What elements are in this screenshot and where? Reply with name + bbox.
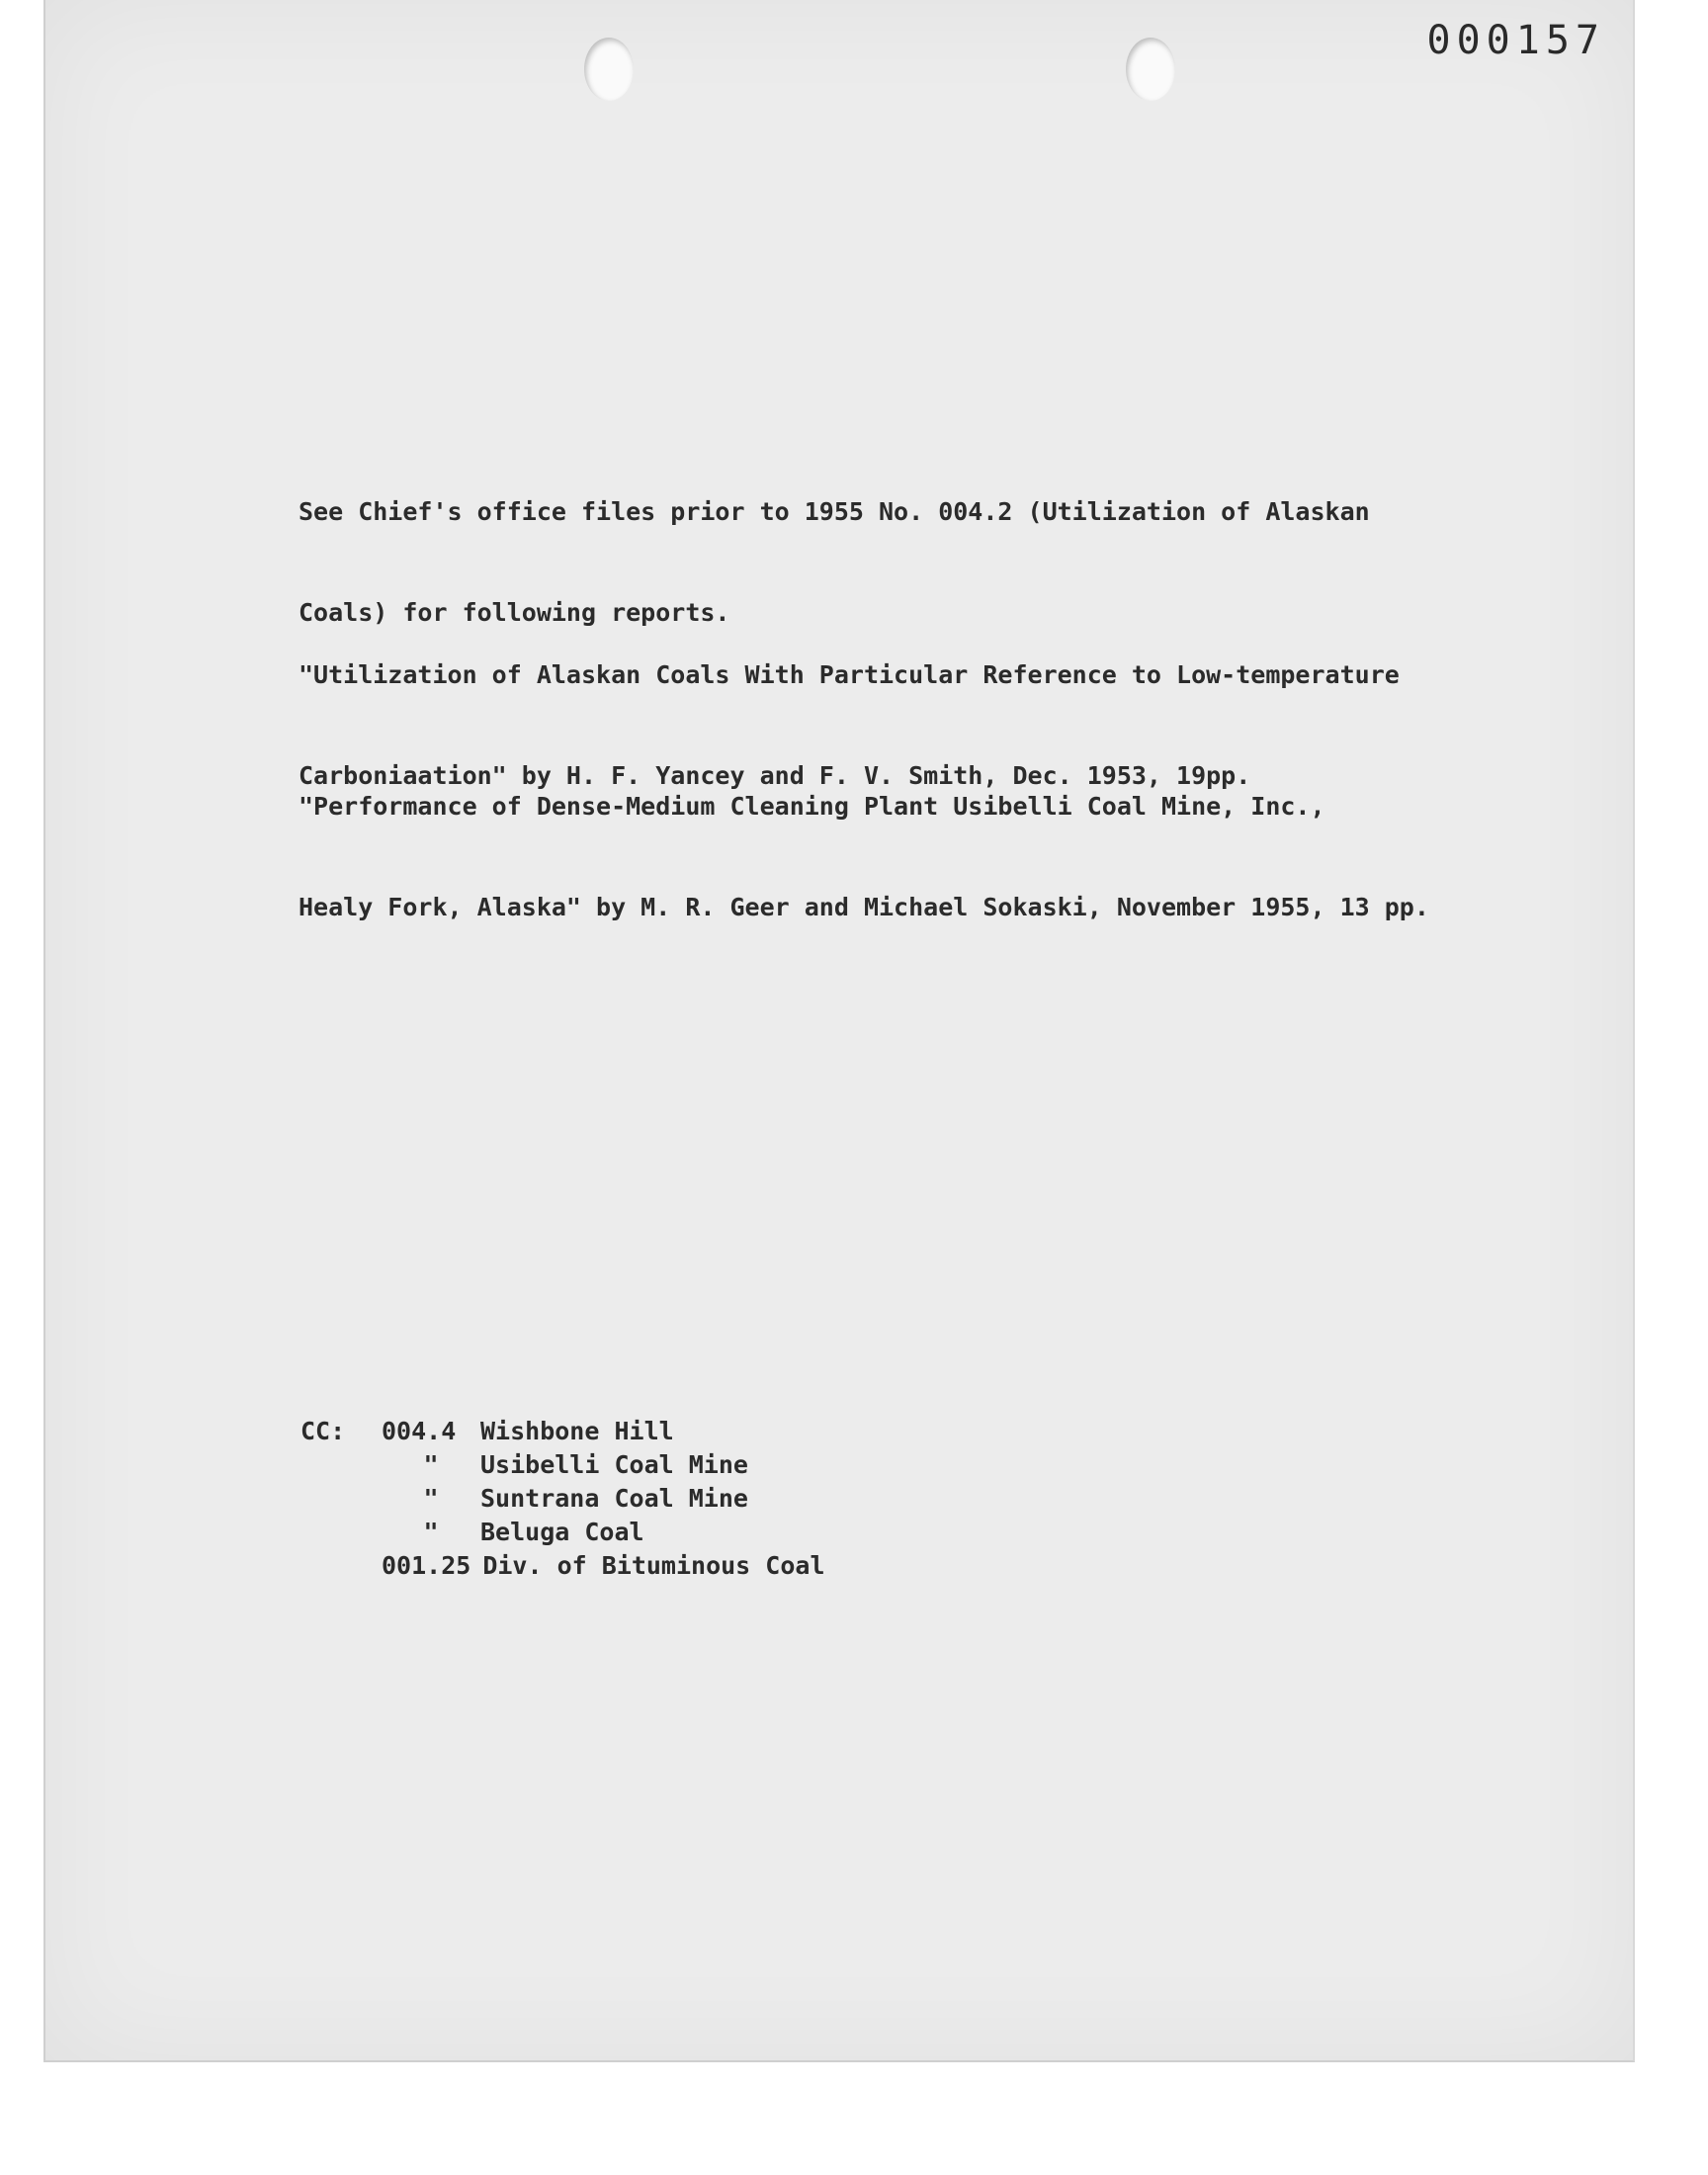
cc-label: CC: [300, 1417, 346, 1445]
ditto-mark: " [423, 1484, 439, 1513]
cc-row [300, 1516, 825, 1549]
cc-code: 001.25 [382, 1551, 471, 1580]
punch-hole-left [584, 38, 634, 101]
cc-item: Div. of Bituminous Coal [482, 1551, 825, 1580]
punch-hole-right [1126, 38, 1175, 101]
reference-2-line-2: Healy Fork, Alaska" by M. R. Geer and Michael Sokaski, November 1955, 13 pp. [299, 893, 1429, 921]
reference-2-line-1: "Performance of Dense-Medium Cleaning Plant Usibelli Coal Mine, Inc., [299, 792, 1325, 821]
page-number: 000157 [1426, 18, 1605, 63]
cc-row [300, 1549, 825, 1583]
cc-row [300, 1448, 825, 1482]
ditto-mark: " [423, 1518, 439, 1546]
cc-item: Suntrana Coal Mine [480, 1484, 748, 1513]
intro-line-1: See Chief's office files prior to 1955 No. 004.2 (Utilization of Alaskan [299, 497, 1370, 526]
cc-row [300, 1415, 825, 1448]
reference-2 [299, 723, 1429, 992]
reference-1-line-2: Carboniaation" by H. F. Yancey and F. V. Smith, Dec. 1953, 19pp. [299, 761, 1251, 790]
cc-code: 004.4 [382, 1417, 457, 1445]
cc-item: Wishbone Hill [480, 1417, 674, 1445]
ditto-mark: " [423, 1450, 439, 1479]
intro-line-2: Coals) for following reports. [299, 598, 730, 627]
reference-1-line-1: "Utilization of Alaskan Coals With Particular Reference to Low-temperature [299, 660, 1400, 689]
cc-row [300, 1482, 825, 1516]
cc-item: Beluga Coal [480, 1518, 644, 1546]
cc-list [300, 1415, 825, 1583]
document-page [43, 0, 1635, 2062]
cc-item: Usibelli Coal Mine [480, 1450, 748, 1479]
